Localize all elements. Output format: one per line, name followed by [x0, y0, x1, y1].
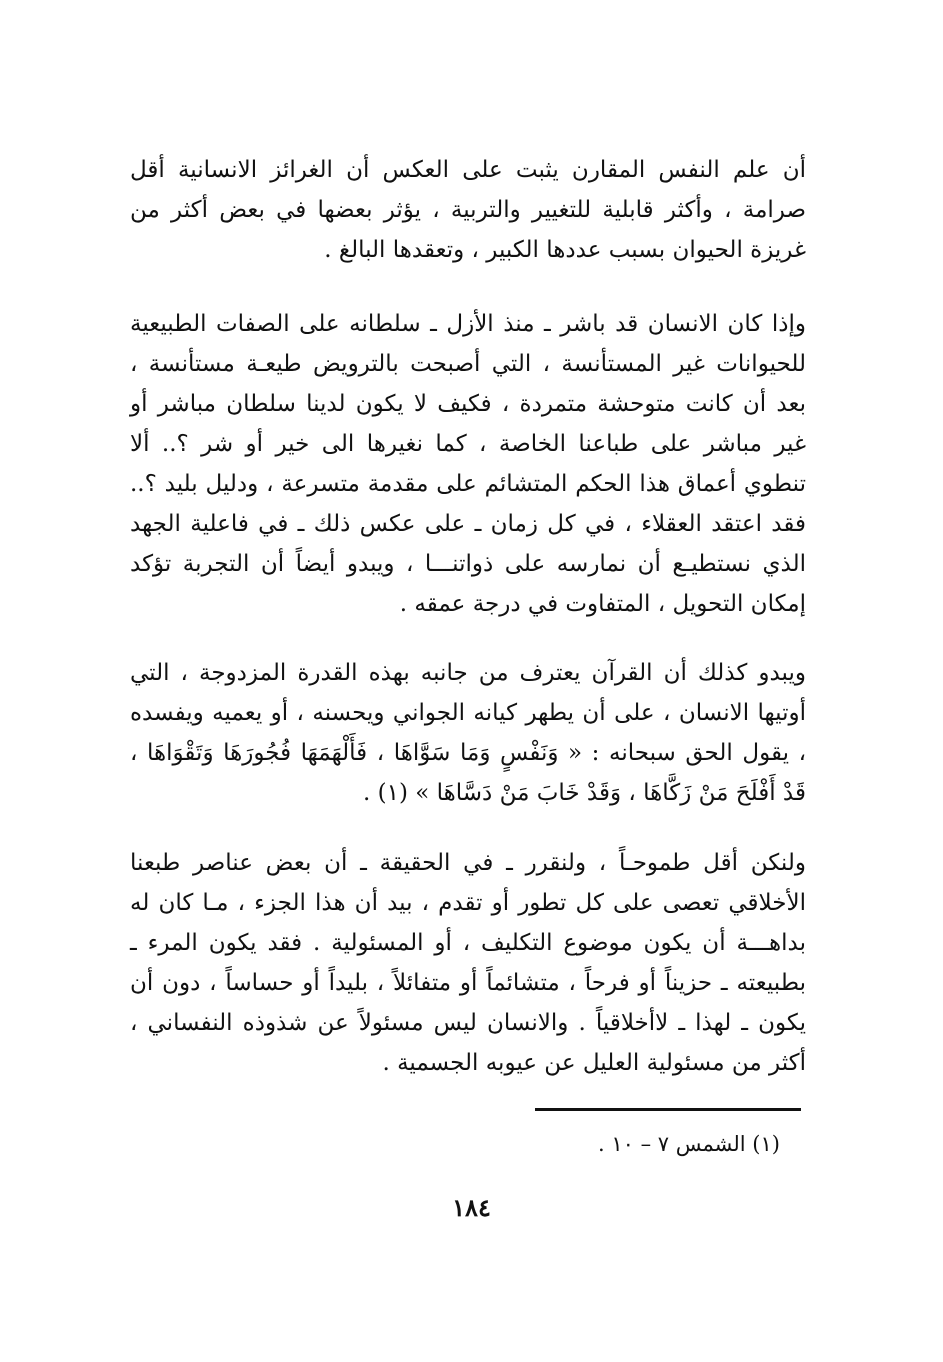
footnote-separator — [535, 1108, 801, 1111]
paragraph-4: ولنكن أقل طموحـاً ، ولنقرر ـ في الحقيقة ـ أن بعض عناصر طبعنا الأخلاقي تعصى على كل تطور أو تقدم ، بيد أن هذا الجزء ، مـا كان له بداهـــة أن يكون موضوع التكليف ، أو المسئولية . فقد يكون المرء ـ بطبيعته ـ حزيناً أو فرحاً ، متشائماً أو متفائلاً ، بليداً أو حساساً ، دون أن يكون ـ لهذا ـ لاأخلاقياً . والانسان ليس مسئولاً عن شذوذه النفساني ، أكثر من مسئولية العليل عن عيوبه الجسمية . — [130, 850, 806, 1076]
paragraph-1: أن علم النفس المقارن يثبت على العكس أن الغرائز الانسانية أقل صرامة ، وأكثر قابلية للتغيير والتربية ، يؤثر بعضها في بعض أكثر من غريزة الحيوان بسبب عددها الكبير ، وتعقدها البالغ . — [130, 157, 806, 263]
paragraph-3: ويبدو كذلك أن القرآن يعترف من جانبه بهذه القدرة المزدوجة ، التي أوتيها الانسان ، على أن يطهر كيانه الجواني ويحسنه ، أو يعميه ويفسده ، يقول الحق سبحانه : « وَنَفْسٍ وَمَا سَوَّاهَا ، فَأَلْهَمَهَا فُجُورَهَا وَتَقْوَاهَا ، قَدْ أَفْلَحَ مَنْ زَكَّاهَا ، وَقَدْ خَابَ مَنْ دَسَّاهَا » (١) . — [130, 660, 806, 806]
paragraph-2: وإذا كان الانسان قد باشر ـ منذ الأزل ـ سلطانه على الصفات الطبيعية للحيوانات غير المستأنسة ، التي أصبحت بالترويض طيعـة مستأنسة ، بعد أن كانت متوحشة متمردة ، فكيف لا يكون لدينا سلطان مباشر أو غير مباشر على طباعنا الخاصة ، كما نغيرها الى خير أو شر ؟.. ألا تنطوي أعماق هذا الحكم المتشائم على مقدمة متسرعة ، ودليل بليد ؟.. فقد اعتقد العقلاء ، في كل زمان ـ على عكس ذلك ـ في فاعلية الجهد الذي نستطيـع أن نمارسه على ذواتنـــا ، ويبدو أيضاً أن التجربة تؤكد إمكان التحويل ، المتفاوت في درجة عمقه . — [130, 311, 806, 617]
page-number: ١٨٤ — [452, 1193, 491, 1222]
footnote: (١) الشمس ٧ – ١٠ . — [598, 1132, 780, 1156]
